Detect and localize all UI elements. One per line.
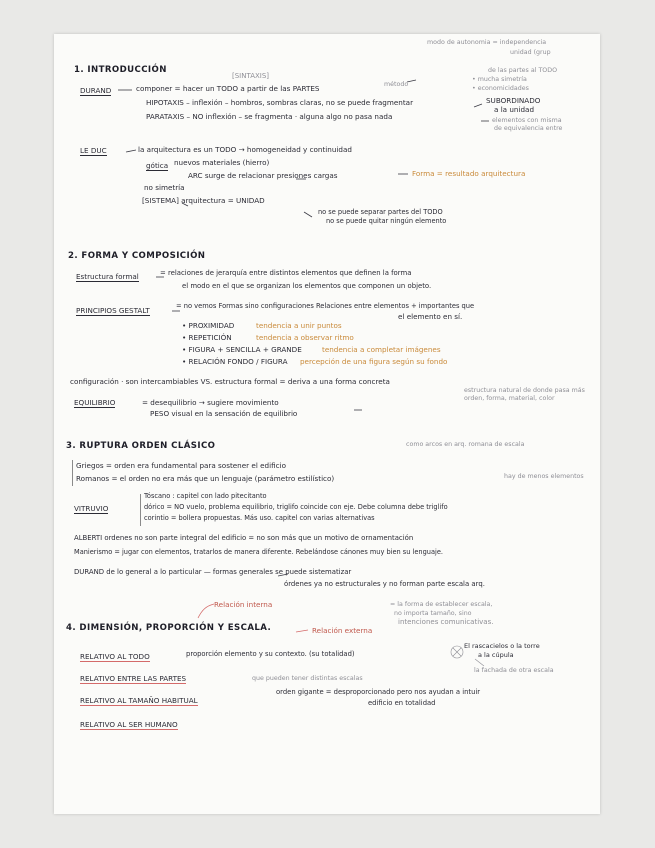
relacion-fondo: • RELACIÓN FONDO / FIGURA <box>182 357 288 366</box>
repeticion: • REPETICIÓN <box>182 333 232 342</box>
rel-partes-label: RELATIVO ENTRE LAS PARTES <box>80 674 187 683</box>
rel-partes-text: que pueden tener distintas escalas <box>252 675 363 682</box>
alberti: ALBERTI ordenes no son parte integral del edificio = no son más que un motivo de ornamentación <box>74 534 414 542</box>
relacion-interna: Relación interna <box>214 600 273 609</box>
estructura-natural: estructura natural de donde pasa más <box>464 387 585 394</box>
sintaxis-tag: [SINTAXIS] <box>232 72 270 80</box>
notebook-page <box>54 34 600 814</box>
configuracion: configuración · son intercambiables VS. estructura formal = deriva a una forma concreta <box>70 377 390 386</box>
durand-s3: órdenes ya no estructurales y no forman parte escala arq. <box>284 580 485 588</box>
griegos: Griegos = orden era fundamental para sostener el edificio <box>76 461 286 470</box>
peso-text: PESO visual en la sensación de equilibrio <box>150 409 298 418</box>
rel-todo-label: RELATIVO AL TODO <box>80 652 150 661</box>
leduc-label: LE DUC <box>80 146 107 155</box>
proximidad: • PROXIMIDAD <box>182 321 235 330</box>
arco-text: ARC surge de relacionar presiones cargas <box>188 171 338 180</box>
forma-resultado: Forma = resultado arquitectura <box>412 169 526 178</box>
gestalt-text: = no vemos Formas sino configuraciones Relaciones entre elementos + importantes que <box>176 302 475 310</box>
subordinado: SUBORDINADO <box>486 96 541 105</box>
section-heading: 3. RUPTURA ORDEN CLÁSICO <box>66 441 216 451</box>
parataxis-note: elementos con misma <box>492 117 562 124</box>
hipotaxis: HIPOTAXIS – inflexión – hombros, sombras claras, no se puede fragmentar <box>146 98 414 107</box>
bracket <box>72 460 73 486</box>
gestalt-label: PRINCIPIOS GESTALT <box>76 306 150 315</box>
no-quitar: no se puede quitar ningún elemento <box>326 217 447 225</box>
rel-tamano-text: orden gigante = desproporcionado pero nos ayudan a intuir <box>276 688 481 696</box>
parataxis-note: de equivalencia entre <box>494 125 563 132</box>
figura-sencilla: • FIGURA + SENCILLA + GRANDE <box>182 345 302 354</box>
repeticion-note: tendencia a observar ritmo <box>256 333 354 342</box>
durand-s3: DURAND de lo general a lo particular — formas generales se puede sistematizar <box>74 568 352 576</box>
section-heading: 4. DIMENSIÓN, PROPORCIÓN Y ESCALA. <box>66 623 272 633</box>
durand-text: componer = hacer un TODO a partir de las PARTES <box>136 84 320 93</box>
metodo-note: método <box>384 81 409 88</box>
durand-label: DURAND <box>80 86 112 95</box>
escala-note: intenciones comunicativas. <box>398 618 494 626</box>
gotica-label: gótica <box>146 161 169 170</box>
margin-note: unidad (grup <box>510 49 551 56</box>
sistema-text: [SISTEMA] arquitectura = UNIDAD <box>142 196 265 205</box>
equilibrio-label: EQUILIBRIO <box>74 398 116 407</box>
margin-note: • mucha simetría <box>472 76 527 83</box>
rel-humano-label: RELATIVO AL SER HUMANO <box>80 720 178 729</box>
romanos: Romanos = el orden no era más que un lenguaje (parámetro estilístico) <box>76 474 335 483</box>
gestalt-text: el elemento en sí. <box>398 312 463 321</box>
rel-todo-note: El rascacielos o la torre <box>464 642 540 650</box>
margin-note: • economicidades <box>472 85 529 92</box>
equilibrio-text: = desequilibrio → sugiere movimiento <box>142 398 279 407</box>
margin-note: modo de autonomia = independencia <box>427 39 547 46</box>
rel-partes-note: la fachada de otra escala <box>474 667 554 674</box>
leduc-text: la arquitectura es un TODO → homogeneidad y continuidad <box>138 145 352 154</box>
manierismo: Manierismo = jugar con elementos, tratarlos de manera diferente. Rebelándose cánones muy bien su lenguaje. <box>74 548 443 556</box>
estructura-text: = relaciones de jerarquía entre distintos elementos que definen la forma <box>160 269 412 277</box>
rel-tamano-label: RELATIVO AL TAMAÑO HABITUAL <box>80 696 198 705</box>
estructura-label: Estructura formal <box>76 272 139 281</box>
section-heading: 2. FORMA Y COMPOSICIÓN <box>68 251 206 261</box>
dorico: dórico = NO vuelo, problema equilibrio, triglifo coincide con eje. Debe columna debe triglifo <box>144 503 448 511</box>
estructura-text: el modo en el que se organizan los elementos que componen un objeto. <box>182 282 432 290</box>
corintio: corintio = bollera propuestas. Más uso. capitel con varias alternativas <box>144 514 375 522</box>
a-la-unidad: a la unidad <box>494 105 535 114</box>
margin-note: de las partes al TODO <box>488 67 558 74</box>
relacion-externa: Relación externa <box>312 626 373 635</box>
vitruvio-label: VITRUVIO <box>74 504 109 513</box>
rel-todo-note: a la cúpula <box>478 651 514 659</box>
rel-todo-text: proporción elemento y su contexto. (su totalidad) <box>186 650 355 658</box>
figura-sencilla-note: tendencia a completar imágenes <box>322 345 441 354</box>
rel-tamano-text: edificio en totalidad <box>368 699 436 707</box>
section3-note: como arcos en arq. romana de escala <box>406 441 525 448</box>
toscano: Tóscano : capitel con lado pitecitanto <box>144 492 267 500</box>
nuevos-materiales: nuevos materiales (hierro) <box>174 158 270 167</box>
bracket <box>140 494 141 526</box>
escala-note: no importa tamaño, sino <box>394 610 472 617</box>
parataxis: PARATAXIS – NO inflexión – se fragmenta · alguna algo no pasa nada <box>146 112 393 121</box>
section-heading: 1. INTRODUCCIÓN <box>74 65 167 75</box>
proximidad-note: tendencia a unir puntos <box>256 321 342 330</box>
relacion-fondo-note: percepción de una figura según su fondo <box>300 357 448 366</box>
estructura-natural: orden, forma, material, color <box>464 395 555 402</box>
no-simetria: no simetría <box>144 183 185 192</box>
escala-note: = la forma de establecer escala, <box>390 601 493 608</box>
romanos-note: hay de menos elementos <box>504 473 584 480</box>
no-separar: no se puede separar partes del TODO <box>318 208 443 216</box>
